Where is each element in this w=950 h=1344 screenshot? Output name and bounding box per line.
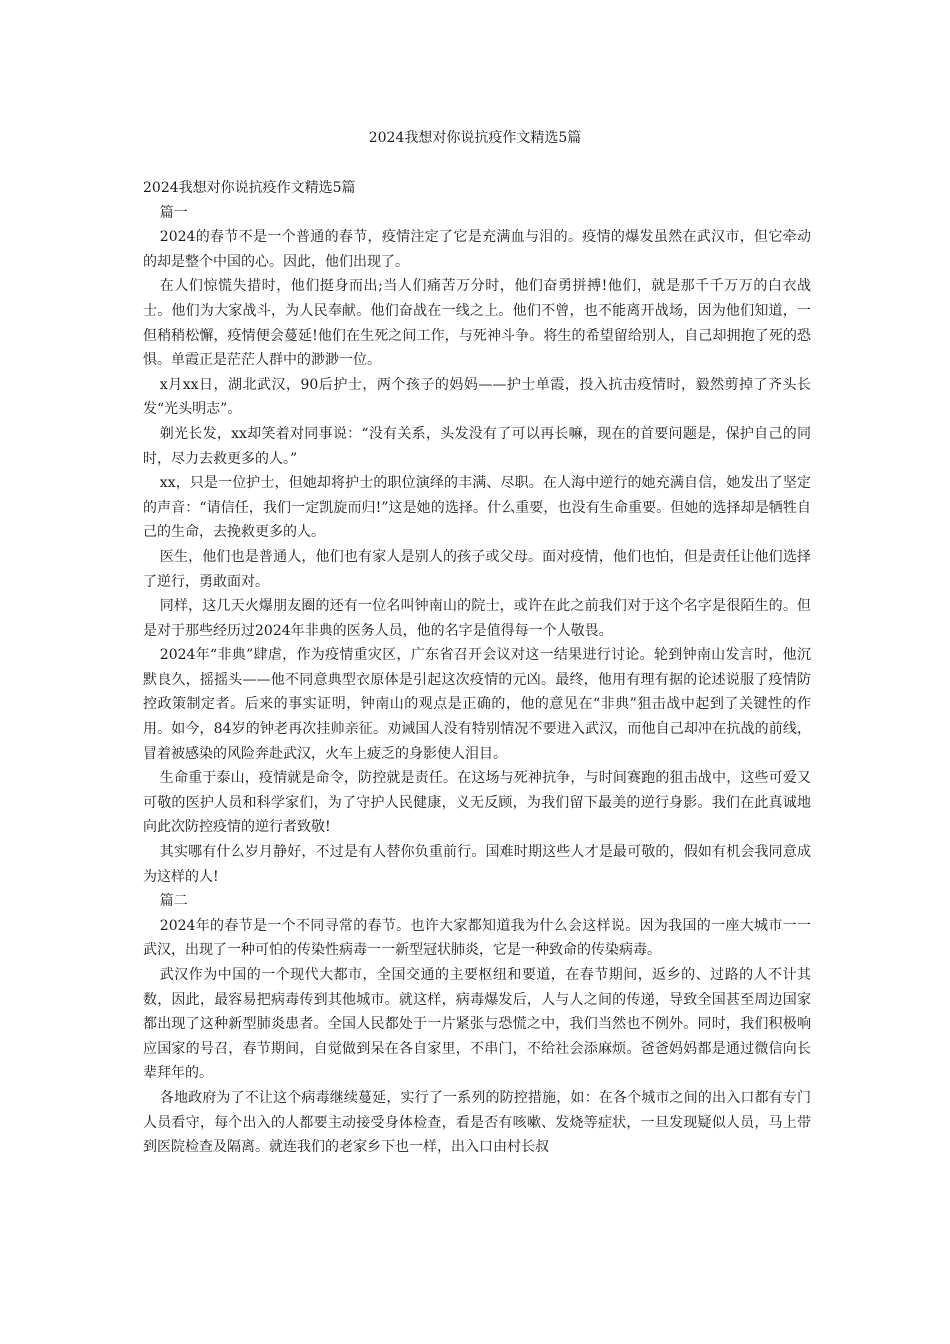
section-heading-2: 篇二 bbox=[159, 893, 188, 910]
paragraph: 各地政府为了不让这个病毒继续蔓延，实行了一系列的防控措施，如：在各个城市之间的出入口都有专门人员看守，每个出入的人都要主动接受身体检查，看是否有咳嗽、发烧等症状，一旦发现疑似人员，马上带到医院检查及隔离。就连我们的老家乡下也一样，出入口由村长叔 bbox=[143, 1089, 811, 1156]
section-heading-1: 篇一 bbox=[159, 204, 188, 221]
paragraph: 医生，他们也是普通人，他们也有家人是别人的孩子或父母。面对疫情，他们也怕，但是责任让他们选择了逆行，勇敢面对。 bbox=[143, 548, 811, 590]
paragraph: 其实哪有什么岁月静好，不过是有人替你负重前行。国难时期这些人才是最可敬的，假如有机会我同意成为这样的人! bbox=[143, 844, 811, 885]
paragraph: 2024年的春节是一个不同寻常的春节。也许大家都知道我为什么会这样说。因为我国的一座大城市一一武汉，出现了一种可怕的传染性病毒一一新型冠状肺炎，它是一种致命的传染病毒。 bbox=[143, 917, 811, 959]
paragraph: 生命重于泰山，疫情就是命令，防控就是责任。在这场与死神抗争，与时间赛跑的狙击战中，这些可爱又可敬的医护人员和科学家们，为了守护人民健康，义无反顾，为我们留下最美的逆行身影。我们在此真诚地向此次防控疫情的逆行者致敬! bbox=[143, 770, 811, 836]
document-body bbox=[143, 176, 811, 1160]
paragraph: 2024的春节不是一个普通的春节，疫情注定了它是充满血与泪的。疫情的爆发虽然在武汉市，但它牵动的却是整个中国的心。因此，他们出现了。 bbox=[143, 229, 811, 270]
paragraph: 在人们惊慌失措时，他们挺身而出;当人们痛苦万分时，他们奋勇拼搏!他们，就是那千千万万的白衣战士。他们为大家战斗，为人民奉献。他们奋战在一线之上。他们不曾，也不能离开战场，因为他们知道，一但稍稍松懈，疫情便会蔓延!他们在生死之间工作，与死神斗争。将生的希望留给别人，自己却拥抱了死的恐惧。单霞正是茫茫人群中的渺渺一位。 bbox=[143, 278, 811, 369]
document-title: 2024我想对你说抗疫作文精选5篇 bbox=[368, 130, 582, 146]
paragraph: x月xx日，湖北武汉，90后护士，两个孩子的妈妈——护士单霞，投入抗击疫情时，毅然剪掉了齐头长发“光头明志”。 bbox=[143, 376, 811, 418]
document-subtitle: 2024我想对你说抗疫作文精选5篇 bbox=[143, 180, 356, 196]
paragraph: 2024年“非典”肆虐，作为疫情重灾区，广东省召开会议对这一结果进行讨论。轮到钟南山发言时，他沉默良久，摇摇头——他不同意典型衣原体是引起这次疫情的元凶。最终，他用有理有据的论述说服了疫情防控政策制定者。后来的事实证明，钟南山的观点是正确的，他的意见在“非典”狙击战中起到了关键性的作用。如今，84岁的钟老再次挂帅亲征。劝诫国人没有特别情况不要进入武汉，而他自己却冲在抗战的前线，冒着被感染的风险奔赴武汉，火车上疲乏的身影使人泪目。 bbox=[143, 647, 811, 762]
paragraph: 同样，这几天火爆朋友圈的还有一位名叫钟南山的院士，或许在此之前我们对于这个名字是很陌生的。但是对于那些经历过2024年非典的医务人员，他的名字是值得每一个人敬畏。 bbox=[143, 598, 811, 639]
paragraph: 武汉作为中国的一个现代大都市，全国交通的主要枢纽和要道，在春节期间，返乡的、过路的人不计其数，因此，最容易把病毒传到其他城市。就这样，病毒爆发后，人与人之间的传递，导致全国甚至周边国家都出现了这种新型肺炎患者。全国人民都处于一片紧张与恐慌之中，我们当然也不例外。同时，我们积极响应国家的号召，春节期间，自觉做到呆在各自家里，不串门，不给社会添麻烦。爸爸妈妈都是通过微信向长辈拜年的。 bbox=[143, 967, 811, 1082]
paragraph: 剃光长发，xx却笑着对同事说：“没有关系，头发没有了可以再长嘛，现在的首要问题是，保护自己的同时，尽力去救更多的人。” bbox=[143, 425, 811, 467]
paragraph: xx，只是一位护士，但她却将护士的职位演绎的丰满、尽职。在人海中逆行的她充满自信，她发出了坚定的声音：“请信任，我们一定凯旋而归!”这是她的选择。什么重要，也没有生命重要。但她的选择却是牺牲自己的生命，去挽救更多的人。 bbox=[143, 475, 811, 541]
